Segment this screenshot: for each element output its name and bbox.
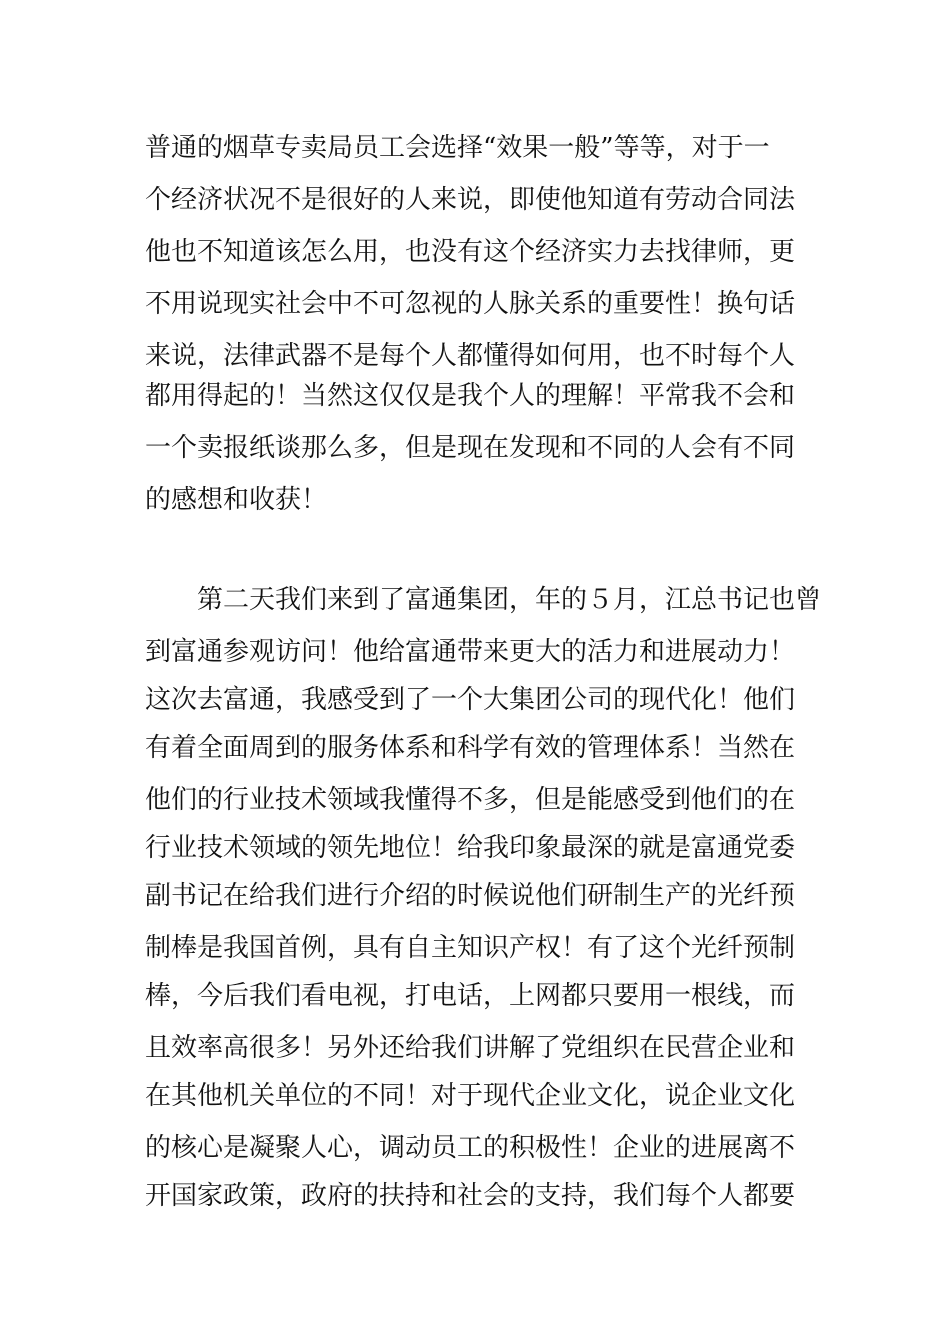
- text-line: 棒，今后我们看电视，打电话，上网都只要用一根线，而: [145, 981, 796, 1011]
- text-line: 他也不知道该怎么用，也没有这个经济实力去找律师，更: [145, 237, 796, 267]
- text-line: 来说，法律武器不是每个人都懂得如何用，也不时每个人: [145, 341, 796, 371]
- text-line: 制棒是我国首例，具有自主知识产权！有了这个光纤预制: [145, 933, 796, 963]
- text-line: 到富通参观访问！他给富通带来更大的活力和进展动力！: [145, 637, 796, 667]
- text-line: 行业技术领域的领先地位！给我印象最深的就是富通党委: [145, 833, 796, 863]
- text-line: 他们的行业技术领域我懂得不多，但是能感受到他们的在: [145, 785, 796, 815]
- text-line: 个经济状况不是很好的人来说，即使他知道有劳动合同法: [145, 185, 796, 215]
- text-line: 在其他机关单位的不同！对于现代企业文化，说企业文化: [145, 1081, 796, 1111]
- text-line: 的感想和收获！: [145, 485, 328, 515]
- text-line: 开国家政策，政府的扶持和社会的支持，我们每个人都要: [145, 1181, 796, 1211]
- text-line: 且效率高很多！另外还给我们讲解了党组织在民营企业和: [145, 1033, 796, 1063]
- text-line: 有着全面周到的服务体系和科学有效的管理体系！当然在: [145, 733, 796, 763]
- text-line: 第二天我们来到了富通集团，年的５月，江总书记也曾: [197, 585, 822, 615]
- text-line: 都用得起的！当然这仅仅是我个人的理解！平常我不会和: [145, 381, 796, 411]
- text-line: 普通的烟草专卖局员工会选择“效果一般”等等，对于一: [145, 133, 770, 163]
- text-line: 的核心是凝聚人心，调动员工的积极性！企业的进展离不: [145, 1133, 796, 1163]
- text-line: 不用说现实社会中不可忽视的人脉关系的重要性！换句话: [145, 289, 796, 319]
- text-line: 这次去富通，我感受到了一个大集团公司的现代化！他们: [145, 685, 796, 715]
- text-line: 一个卖报纸谈那么多，但是现在发现和不同的人会有不同: [145, 433, 796, 463]
- text-line: 副书记在给我们进行介绍的时候说他们研制生产的光纤预: [145, 881, 796, 911]
